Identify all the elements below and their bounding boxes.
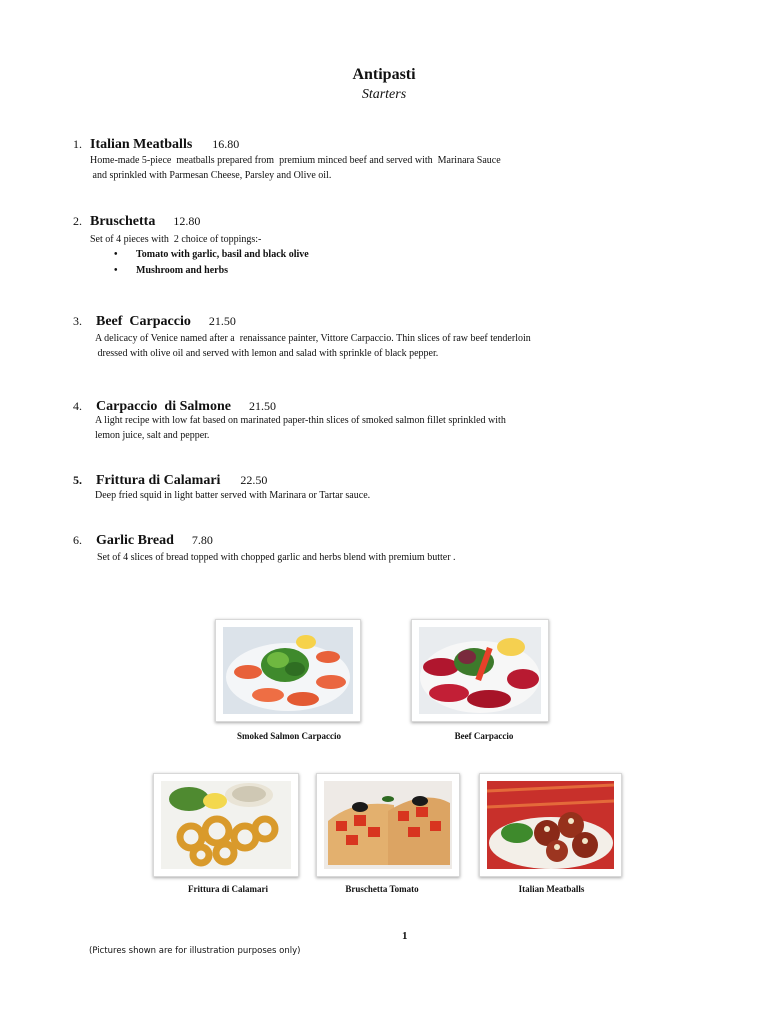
- item-number: 1.: [73, 137, 82, 151]
- item-name: Frittura di Calamari: [96, 473, 221, 488]
- description-line: Home-made 5-piece meatballs prepared from premium minced beef and served with Marinara Sauce: [90, 155, 501, 166]
- item-price: 22.50: [240, 473, 268, 487]
- photo-caption: Beef Carpaccio: [454, 731, 514, 741]
- item-description: Deep fried squid in light batter served with Marinara or Tartar sauce.: [95, 490, 371, 501]
- menu-title: Antipasti: [352, 66, 416, 83]
- photo-caption: Italian Meatballs: [518, 884, 585, 894]
- item-price: 21.50: [208, 314, 236, 328]
- item-name: Italian Meatballs: [90, 137, 193, 152]
- menu-item: [73, 212, 200, 230]
- item-number: 2.: [73, 214, 82, 228]
- menu-item: [73, 531, 213, 549]
- description-line: A delicacy of Venice named after a renaissance painter, Vittore Carpaccio. Thin slices of raw beef tenderloin: [95, 333, 531, 344]
- item-description: Set of 4 slices of bread topped with chopped garlic and herbs blend with premium butter .: [97, 552, 456, 563]
- menu-item: [73, 471, 267, 489]
- topping-bullet: • Mushroom and herbs: [136, 265, 228, 276]
- salmon-carpaccio-image: [223, 627, 353, 714]
- item-number: 4.: [73, 399, 82, 413]
- fried-calamari-photo: [153, 773, 299, 877]
- meatballs-photo: [479, 773, 622, 877]
- illustration-disclaimer: (Pictures shown are for illustration purposes only): [89, 946, 301, 956]
- item-number: 6.: [73, 533, 82, 547]
- topping-bullet: • Tomato with garlic, basil and black olive: [136, 249, 309, 260]
- item-name: Beef Carpaccio: [96, 314, 191, 329]
- photo-caption: Smoked Salmon Carpaccio: [236, 731, 341, 741]
- item-description: [95, 413, 506, 443]
- menu-item: [73, 135, 239, 153]
- item-description: Set of 4 pieces with 2 choice of toppings:-: [90, 234, 262, 245]
- item-description: [95, 331, 531, 361]
- item-price: 12.80: [173, 214, 201, 228]
- fried-calamari-image: [161, 781, 291, 869]
- meatballs-image: [487, 781, 614, 869]
- item-name: Carpaccio di Salmone: [96, 399, 231, 414]
- description-line: and sprinkled with Parmesan Cheese, Parsley and Olive oil.: [90, 170, 332, 181]
- beef-carpaccio-photo: [411, 619, 549, 722]
- photo-caption: Frittura di Calamari: [188, 884, 268, 894]
- description-line: A light recipe with low fat based on marinated paper-thin slices of smoked salmon fillet sprinkled with: [95, 415, 506, 426]
- page-number: 1: [402, 930, 408, 942]
- item-number: 3.: [73, 314, 82, 328]
- item-number: 5.: [73, 473, 82, 487]
- bruschetta-photo: [316, 773, 460, 877]
- bruschetta-image: [324, 781, 452, 869]
- beef-carpaccio-image: [419, 627, 541, 714]
- description-line: lemon juice, salt and pepper.: [95, 430, 210, 441]
- item-name: Garlic Bread: [96, 533, 174, 548]
- description-line: dressed with olive oil and served with lemon and salad with sprinkle of black pepper.: [95, 348, 439, 359]
- menu-subtitle: Starters: [361, 87, 407, 102]
- item-price: 16.80: [212, 137, 240, 151]
- item-price: 21.50: [248, 399, 276, 413]
- menu-item: [73, 312, 236, 330]
- salmon-carpaccio-photo: [215, 619, 361, 722]
- item-price: 7.80: [191, 533, 213, 547]
- item-name: Bruschetta: [90, 214, 156, 229]
- photo-caption: Bruschetta Tomato: [345, 884, 419, 894]
- item-description: [90, 153, 501, 183]
